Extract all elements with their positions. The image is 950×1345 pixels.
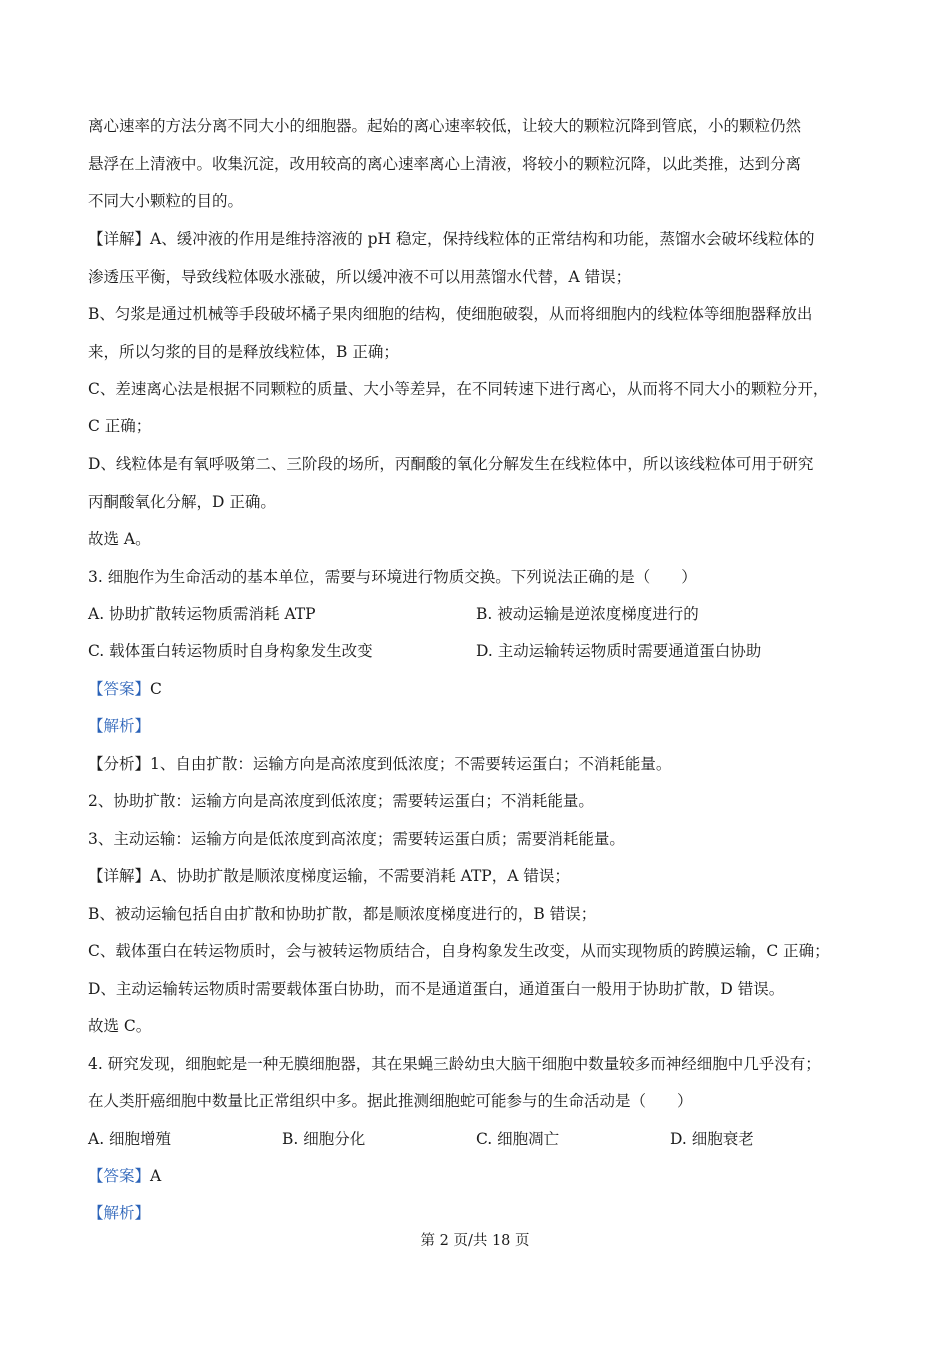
q3-option-b: B. 被动运输是逆浓度梯度进行的 xyxy=(476,605,699,623)
q3-conclusion: 故选 C。 xyxy=(88,1017,152,1035)
q3-answer xyxy=(88,679,873,699)
q3-analysis-tag: 【解析】 xyxy=(88,717,151,735)
q3-stem: 3. 细胞作为生命活动的基本单位，需要与环境进行物质交换。下列说法正确的是（ ） xyxy=(88,568,697,586)
q2-detail-line: C、差速离心法是根据不同颗粒的质量、大小等差异，在不同转速下进行离心，从而将不同大小的颗粒分开， xyxy=(88,380,829,398)
q2-conclusion: 故选 A。 xyxy=(88,530,151,548)
intro-line: 离心速率的方法分离不同大小的细胞器。起始的离心速率较低，让较大的颗粒沉降到管底，小的颗粒仍然 xyxy=(88,117,802,135)
q4-stem-line: 在人类肝癌细胞中数量比正常组织中多。据此推测细胞蛇可能参与的生命活动是（ ） xyxy=(88,1092,693,1110)
q4-analysis-tag: 【解析】 xyxy=(88,1204,151,1222)
q2-detail-line: 渗透压平衡，导致线粒体吸水涨破，所以缓冲液不可以用蒸馏水代替，A 错误； xyxy=(88,268,632,286)
q4-option-a: A. 细胞增殖 xyxy=(88,1130,172,1148)
q2-detail-line: 来，所以匀浆的目的是释放线粒体，B 正确； xyxy=(88,343,399,361)
q4-option-d: D. 细胞衰老 xyxy=(670,1130,754,1148)
q3-option-a: A. 协助扩散转运物质需消耗 ATP xyxy=(88,605,316,623)
answer-tag: 【答案】 xyxy=(88,680,151,698)
q3-body-line: 2、协助扩散：运输方向是高浓度到低浓度；需要转运蛋白；不消耗能量。 xyxy=(88,792,594,810)
page-footer: 第 2 页/共 18 页 xyxy=(420,1233,530,1249)
q4-option-c: C. 细胞凋亡 xyxy=(476,1130,560,1148)
intro-line: 悬浮在上清液中。收集沉淀，改用较高的离心速率离心上清液，将较小的颗粒沉降，以此类推，达到分离 xyxy=(88,155,802,173)
intro-line: 不同大小颗粒的目的。 xyxy=(88,192,244,210)
q3-body-line: B、被动运输包括自由扩散和协助扩散，都是顺浓度梯度进行的，B 错误； xyxy=(88,905,597,923)
q2-detail-line: 丙酮酸氧化分解，D 正确。 xyxy=(88,493,276,511)
q2-detail-line: B、匀浆是通过机械等手段破坏橘子果肉细胞的结构，使细胞破裂，从而将细胞内的线粒体等细胞器释放出 xyxy=(88,305,813,323)
q3-body-line: 3、主动运输：运输方向是低浓度到高浓度；需要转运蛋白质；需要消耗能量。 xyxy=(88,830,625,848)
q3-option-c: C. 载体蛋白转运物质时自身构象发生改变 xyxy=(88,642,373,660)
q3-body-line: C、载体蛋白在转运物质时，会与被转运物质结合，自身构象发生改变，从而实现物质的跨膜运输，C 正确； xyxy=(88,942,830,960)
q3-body-line: 【详解】A、协助扩散是顺浓度梯度运输，不需要消耗 ATP，A 错误； xyxy=(88,867,570,885)
answer-tag: 【答案】 xyxy=(88,1167,151,1185)
q2-detail-line: 【详解】A、缓冲液的作用是维持溶液的 pH 稳定，保持线粒体的正常结构和功能，蒸馏水会破坏线粒体的 xyxy=(88,230,815,248)
q2-detail-line: C 正确； xyxy=(88,417,152,435)
q3-body-line: D、主动运输转运物质时需要载体蛋白协助，而不是通道蛋白，通道蛋白一般用于协助扩散，D 错误。 xyxy=(88,980,785,998)
q3-option-d: D. 主动运输转运物质时需要通道蛋白协助 xyxy=(476,642,762,660)
q2-detail-line: D、线粒体是有氧呼吸第二、三阶段的场所，丙酮酸的氧化分解发生在线粒体中，所以该线粒体可用于研究 xyxy=(88,455,814,473)
q4-option-b: B. 细胞分化 xyxy=(282,1130,366,1148)
answer-value: C xyxy=(150,680,162,698)
q3-body-line: 【分析】1、自由扩散：运输方向是高浓度到低浓度；不需要转运蛋白；不消耗能量。 xyxy=(88,755,672,773)
q4-answer xyxy=(88,1166,873,1186)
q4-stem-line: 4. 研究发现，细胞蛇是一种无膜细胞器，其在果蝇三龄幼虫大脑干细胞中数量较多而神经细胞中几乎没有； xyxy=(88,1055,821,1073)
answer-value: A xyxy=(150,1167,162,1185)
